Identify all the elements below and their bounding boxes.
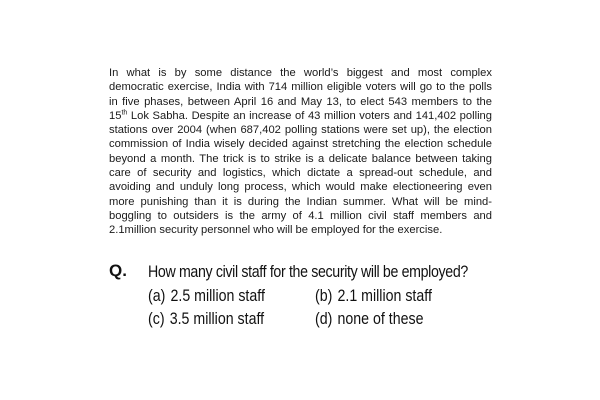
passage-text-part1: In what is by some distance the world’s biggest and most complex democratic exercise, India with 714 million eligible voters will go to the polls in five phases, between April 16 and May 13, to elect 543 members to the 15 [109,67,492,122]
option-a-text: 2.5 million staff [170,287,265,305]
option-b [315,285,432,307]
question-label: Q. [109,261,127,280]
option-a-key: (a) [148,287,166,305]
passage-paragraph [109,66,492,238]
passage-text-part2: Lok Sabha. Despite an increase of 43 million voters and 141,402 polling stations over 2004 (when 687,402 polling stations were set up), the election commission of India wisely decided against stretching the election schedule beyond a month. The trick is to strike is a delicate balance between taking care of security and logistics, which dictate a spread-out schedule, and avoiding and unduly long process, which would make electioneering even more punishing than it is during the Indian summer. What will be mind-boggling to outsiders is the army of 4.1 million civil staff members and 2.1million security personnel who will be employed for the exercise. [109,109,492,237]
answer-options [148,285,468,335]
option-c-key: (c) [148,310,165,328]
option-d-text: none of these [337,310,424,328]
option-a [148,285,265,307]
option-b-text: 2.1 million staff [337,287,432,305]
question [109,260,529,286]
option-d [315,308,424,330]
option-c [148,308,264,330]
option-c-text: 3.5 million staff [169,310,265,328]
ordinal-suffix: th [121,109,128,117]
option-d-key: (d) [315,310,333,328]
question-text: How many civil staff for the security will be employed? [148,263,468,281]
option-b-key: (b) [315,287,333,305]
